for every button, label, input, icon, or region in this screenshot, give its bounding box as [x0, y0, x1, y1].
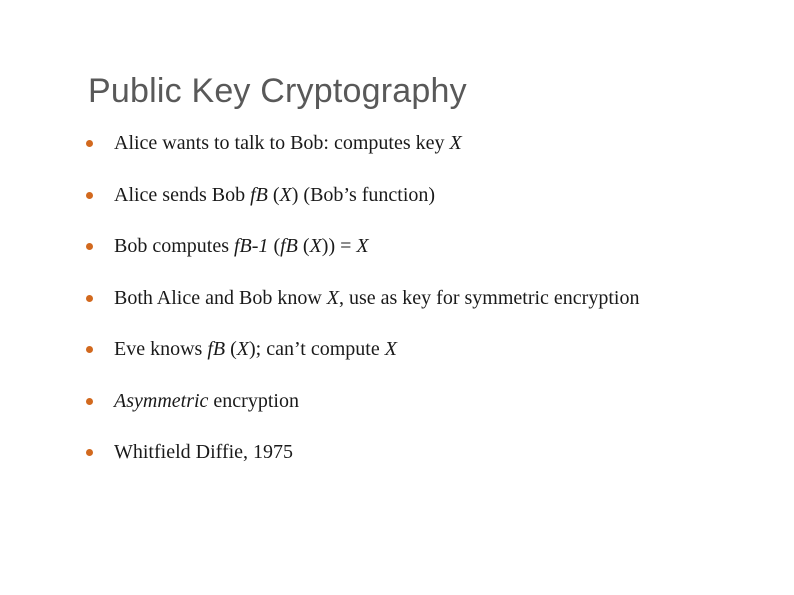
text-segment: ( [297, 235, 310, 257]
bullet-marker-icon [86, 140, 93, 147]
italic-segment: X [279, 183, 292, 206]
bullet-text [114, 180, 435, 210]
bullet-text [114, 437, 293, 467]
bullet-marker-icon [86, 295, 93, 302]
text-segment: ( [225, 338, 237, 360]
bullet-marker-icon [86, 449, 93, 456]
italic-segment: X [236, 338, 249, 360]
bullet-marker-icon [86, 192, 93, 199]
bullet-marker-icon [86, 398, 93, 405]
bullet-item [86, 334, 639, 386]
bullet-text [114, 128, 462, 158]
italic-segment: Asymmetric [114, 389, 209, 412]
italic-segment: fB [207, 338, 226, 360]
bullet-marker-icon [86, 346, 93, 353]
text-segment: ( [268, 235, 281, 257]
text-segment: , use as key for symmetric encryption [338, 286, 640, 309]
text-segment: Eve knows [114, 338, 208, 360]
text-segment: Whitfield Diffie, 1975 [114, 441, 294, 463]
text-segment: ); can’t compute [249, 338, 385, 360]
bullet-item [86, 437, 639, 489]
bullet-text [114, 231, 369, 261]
bullet-item [86, 180, 639, 232]
text-segment: Bob computes [114, 235, 234, 257]
italic-segment: X [449, 132, 462, 154]
text-segment: Alice sends Bob [114, 183, 251, 206]
text-segment: ( [267, 183, 280, 206]
bullet-text [114, 334, 397, 364]
italic-segment: X [356, 235, 369, 257]
italic-segment: fB [280, 235, 298, 257]
bullet-item [86, 386, 639, 438]
bullet-item [86, 283, 639, 335]
text-segment: Both Alice and Bob know [114, 286, 327, 309]
italic-segment: X [326, 286, 339, 309]
slide-title: Public Key Cryptography [88, 72, 467, 110]
bullet-text [114, 386, 299, 416]
text-segment: )) = [321, 235, 357, 257]
italic-segment: fB [250, 183, 268, 206]
text-segment: Alice wants to talk to Bob: computes key [114, 132, 450, 154]
italic-segment: X [309, 235, 322, 257]
bullet-item [86, 128, 639, 180]
bullet-item [86, 231, 639, 283]
text-segment: encryption [208, 389, 299, 412]
bullet-text [114, 283, 639, 313]
italic-segment: fB-1 [234, 235, 269, 257]
text-segment: ) (Bob’s function) [291, 183, 436, 206]
italic-segment: X [384, 338, 397, 360]
bullet-list [86, 128, 639, 489]
bullet-marker-icon [86, 243, 93, 250]
